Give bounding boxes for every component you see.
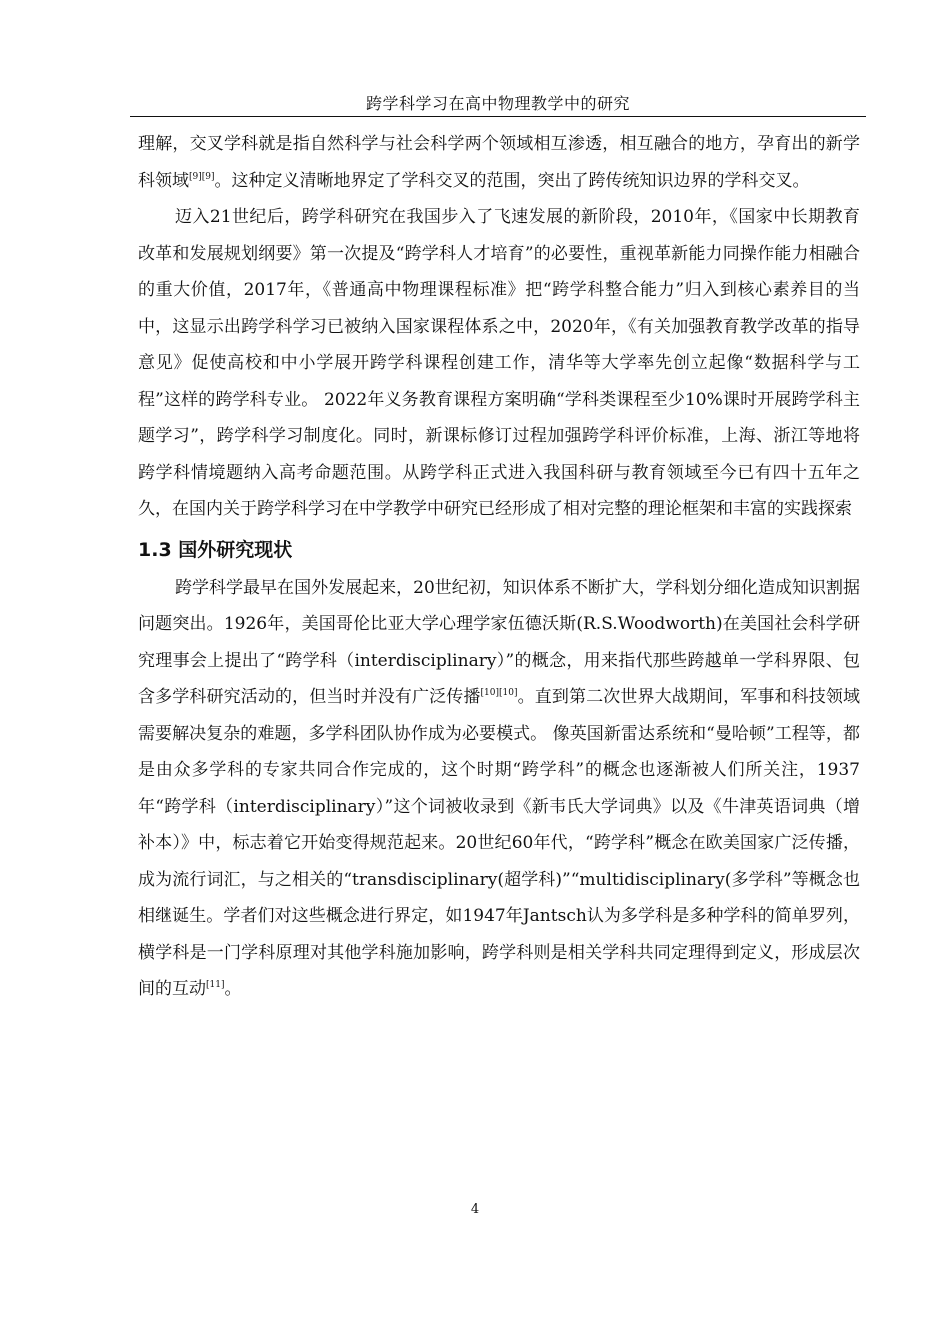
paragraph-text: 理解，交叉学科就是指自然科学与社会科学两个领域相互渗透，相互融合的地方，孕育出的新学科领域 [138,134,860,191]
paragraph-text: 跨学科学最早在国外发展起来，20世纪初，知识体系不断扩大，学科划分细化造成知识割据问题突出。1926年，美国哥伦比亚大学心理学家伍德沃斯(R.S.Woodworth)在美国社会科学研究理事会上提出了“跨学科（interdisciplinary）”的概念，用来指代那些跨越单一学科界限、包含多学科研究活动的，但当时并没有广泛传播 [138,577,860,707]
section-heading: 1.3 国外研究现状 [138,538,293,561]
citation-ref: [9][9] [189,171,215,182]
paragraph-continuation [138,126,860,199]
paragraph-foreign-research [138,570,860,1008]
document-body [138,126,860,1008]
paragraph-text: 。直到第二次世界大战期间，军事和科技领域需要解决复杂的难题，多学科团队协作成为必要模式。 像英国新雷达系统和“曼哈顿”工程等，都是由众多学科的专家共同合作完成的，这个时期“跨学科”的概念也逐渐被人们所关注，1937年“跨学科（interdisciplinary）”这个词被收录到《新韦氏大学词典》以及《牛津英语词典（增补本）》中，标志着它开始变得规范起来。20世纪60年代，“跨学科”概念在欧美国家广泛传播，成为流行词汇，与之相关的“transdisciplinary(超学科)”“multidisciplinary(多学科”等概念也相继诞生。学者们对这些概念进行界定，如1947年Jantsch认为多学科是多种学科的简单罗列，横学科是一门学科原理对其他学科施加影响，跨学科则是相关学科共同定理得到定义，形成层次间的互动 [138,687,861,999]
paragraph-domestic-research: 迈入21世纪后，跨学科研究在我国步入了飞速发展的新阶段，2010年，《国家中长期教育改革和发展规划纲要》第一次提及“跨学科人才培育”的必要性，重视革新能力同操作能力相融合的重大价值，2017年，《普通高中物理课程标准》把“跨学科整合能力”归入到核心素养目的当中，这显示出跨学科学习已被纳入国家课程体系之中，2020年，《有关加强教育教学改革的指导意见》促使高校和中小学展开跨学科课程创建工作，清华等大学率先创立起像“数据科学与工程”这样的跨学科专业。 2022年义务教育课程方案明确“学科类课程至少10%课时开展跨学科主题学习”，跨学科学习制度化。同时，新课标修订过程加强跨学科评价标准，上海、浙江等地将跨学科情境题纳入高考命题范围。从跨学科正式进入我国科研与教育领域至今已有四十五年之久，在国内关于跨学科学习在中学教学中研究已经形成了相对完整的理论框架和丰富的实践探索 [138,207,860,519]
running-header: 跨学科学习在高中物理教学中的研究 [365,94,630,113]
page-number: 4 [470,1202,480,1217]
header-rule [130,116,866,117]
citation-ref: [11] [206,980,225,990]
paragraph-text-tail: 。这种定义清晰地界定了学科交叉的范围，突出了跨传统知识边界的学科交叉。 [214,170,810,191]
paragraph-text-tail: 。 [224,979,242,999]
citation-ref: [10][10] [480,688,518,698]
